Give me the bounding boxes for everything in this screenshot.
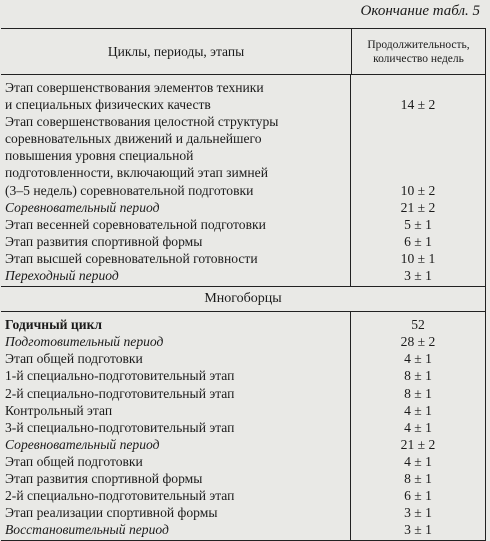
row-value: 8 ± 1 [404, 471, 432, 487]
row-value: 4 ± 1 [404, 351, 432, 367]
row-label-line: 3-й специально-подготовительный этап [5, 419, 235, 435]
row-value: 10 ± 1 [400, 251, 436, 266]
row-value: 28 ± 2 [400, 334, 436, 350]
row-label-line: Этап общей подготовки [5, 453, 143, 469]
row-value: 6 ± 1 [404, 233, 432, 249]
header-duration-line1: Продолжительность, [367, 38, 470, 51]
table-section-1 [1, 75, 485, 286]
values-column [351, 75, 485, 286]
names-column [1, 312, 351, 540]
table-section-2 [1, 312, 485, 540]
row-value: 3 ± 1 [404, 522, 432, 538]
row-label-line: Этап весенней соревновательной подготовки [5, 216, 266, 232]
row-value: 4 ± 1 [404, 402, 432, 418]
row-label-line: Этап развития спортивной формы [5, 233, 203, 249]
row-value: 52 [411, 317, 425, 333]
row-value: 4 ± 1 [404, 453, 432, 469]
table-header [1, 29, 485, 75]
row-label-line: Восстановительный период [5, 522, 169, 538]
row-label-line: Соревновательный период [5, 436, 160, 452]
row-label-line: и специальных физических качеств [5, 97, 211, 113]
table-caption: Окончание табл. 5 [360, 3, 480, 19]
row-label-line: подготовленности, включающий этап зимней [5, 165, 268, 181]
row-label-line: соревновательных движений и дальнейшего [5, 131, 262, 147]
row-label-line: 1-й специально-подготовительный этап [5, 368, 235, 384]
row-label-line: 2-й специально-подготовительный этап [5, 385, 235, 401]
duration-table [1, 28, 486, 541]
row-value: 4 ± 1 [404, 419, 432, 435]
section-title: Многоборцы [1, 286, 485, 312]
row-label-line: Этап развития спортивной формы [5, 470, 203, 486]
row-value: 3 ± 1 [404, 505, 432, 521]
row-value: 21 ± 2 [400, 199, 436, 215]
row-label-line: (3–5 недель) соревновательной подготовки [5, 182, 254, 198]
row-label-line: Переходный период [5, 268, 119, 284]
row-value: 14 ± 2 [400, 97, 436, 113]
row-value: 6 ± 1 [404, 488, 432, 504]
row-label-line: Этап реализации спортивной формы [5, 505, 218, 521]
header-duration-line2: количество недель [373, 52, 464, 65]
row-label-line: 2-й специально-подготовительный этап [5, 488, 235, 504]
row-label-line: Контрольный этап [5, 402, 113, 418]
row-value: 10 ± 2 [400, 182, 436, 198]
names-column [1, 75, 351, 286]
row-value: 8 ± 1 [404, 368, 432, 384]
row-value: 3 ± 1 [404, 268, 432, 284]
row-label-line: Подготовительный период [5, 334, 164, 350]
row-value: 8 ± 1 [404, 385, 432, 401]
row-label-line: Этап совершенствования целостной структуры [5, 114, 279, 130]
row-label-line: Годичный цикл [5, 317, 103, 333]
row-label-line: Соревновательный период [5, 199, 160, 215]
header-duration [352, 29, 485, 74]
row-label-line: повышения уровня специальной [5, 148, 194, 164]
row-label-line: Этап общей подготовки [5, 351, 143, 367]
values-column [351, 312, 485, 540]
header-cycles: Циклы, периоды, этапы [1, 29, 352, 74]
row-label-line: Этап высшей соревновательной готовности [5, 250, 258, 266]
row-value: 5 ± 1 [404, 216, 432, 232]
row-label-line: Этап совершенствования элементов техники [5, 80, 264, 95]
row-value: 21 ± 2 [400, 436, 436, 452]
